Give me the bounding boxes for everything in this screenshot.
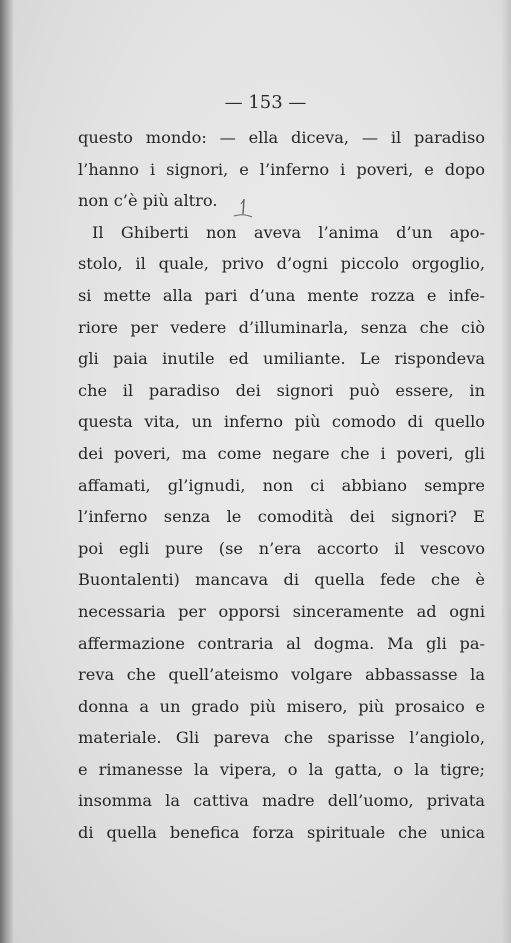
text-line: Buontalenti) mancava di quella fede che è xyxy=(78,570,485,590)
text-line: si mette alla pari d’una mente rozza e infe- xyxy=(78,285,485,305)
text-line: reva che quell’ateismo volgare abbassasse la xyxy=(78,665,485,685)
text-line: donna a un grado più misero, più prosaico e xyxy=(78,696,485,716)
text-line: stolo, il quale, privo d’ogni piccolo orgoglio, xyxy=(78,254,485,274)
page-edge xyxy=(501,0,511,943)
text-line: affamati, gl’ignudi, non ci abbiano sempre xyxy=(78,475,485,495)
text-line: questo mondo: — ella diceva, — il paradiso xyxy=(78,128,485,147)
text-line: poi egli pure (se n’era accorto il vescovo xyxy=(78,538,485,558)
body-text xyxy=(78,122,485,849)
text-line: affermazione contraria al dogma. Ma gli pa- xyxy=(78,633,485,653)
text-line: e rimanesse la vipera, o la gatta, o la tigre; xyxy=(78,759,485,779)
text-line: riore per vedere d’illuminarla, senza che ciò xyxy=(78,317,485,337)
text-line: materiale. Gli pareva che sparisse l’angiolo, xyxy=(78,728,485,748)
text-line: l’hanno i signori, e l’inferno i poveri, e dopo xyxy=(78,159,485,179)
text-line: insomma la cattiva madre dell’uomo, privata xyxy=(78,791,485,811)
text-line: non c’è più altro. xyxy=(78,191,218,211)
text-line: gli paia inutile ed umiliante. Le rispondeva xyxy=(78,349,485,369)
text-line: dei poveri, ma come negare che i poveri, gli xyxy=(78,443,485,463)
text-line: Il Ghiberti non aveva l’anima d’un apo- xyxy=(92,222,485,242)
text-line: che il paradiso dei signori può essere, in xyxy=(78,380,485,400)
text-line: di quella benefica forza spirituale che unica xyxy=(78,823,485,843)
text-line: questa vita, un inferno più comodo di quello xyxy=(78,412,485,432)
page-number: — 153 — xyxy=(224,92,307,113)
binding-shadow xyxy=(0,0,14,943)
text-line: l’inferno senza le comodità dei signori? E xyxy=(78,507,485,527)
text-line: necessaria per opporsi sinceramente ad ogni xyxy=(78,601,485,621)
